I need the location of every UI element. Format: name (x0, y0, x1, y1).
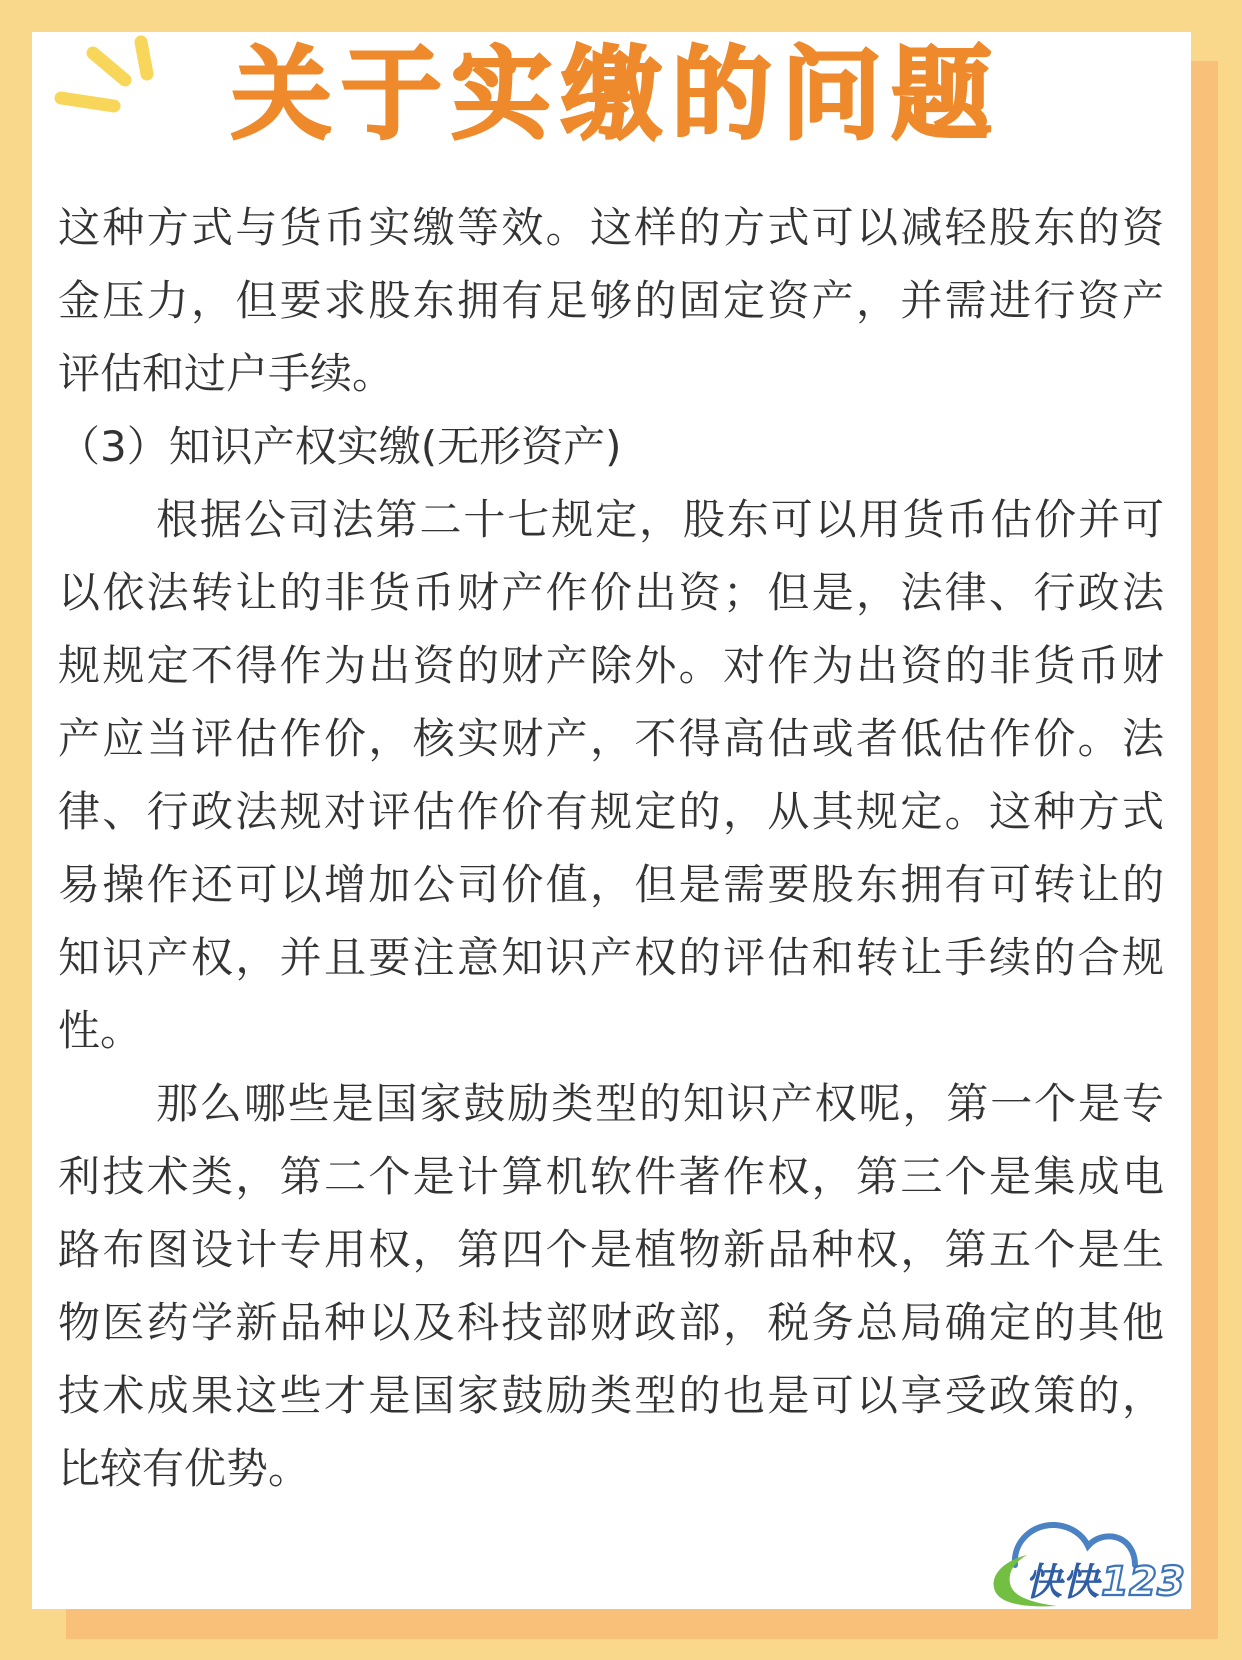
text-line: 路布图设计专用权，第四个是植物新品种权，第五个是生 (58, 1225, 1164, 1274)
paragraph (58, 1067, 1164, 1505)
logo-text-number: 123 (1101, 1559, 1185, 1605)
logo-text-main: 快快 (1025, 1560, 1103, 1604)
text-line: 利技术类，第二个是计算机软件著作权，第三个是集成电 (58, 1152, 1164, 1201)
text-line: 物医药学新品种以及科技部财政部，税务总局确定的其他 (58, 1298, 1164, 1347)
paragraph (58, 483, 1164, 1067)
text-line: 比较有优势。 (58, 1444, 311, 1493)
kuaikuai-logo (985, 1515, 1190, 1610)
section-heading (58, 410, 1164, 483)
text-line: 律、行政法规对评估作价有规定的，从其规定。这种方式 (58, 787, 1164, 836)
text-line: 评估和过户手续。 (58, 349, 395, 398)
page-title: 关于实缴的问题 (231, 36, 1002, 153)
text-line: 知识产权，并且要注意知识产权的评估和转让手续的合规 (58, 933, 1164, 982)
paragraph (58, 191, 1164, 410)
text-line: 根据公司法第二十七规定，股东可以用货币估价并可 (156, 495, 1164, 544)
text-line: 这种方式与货币实缴等效。这样的方式可以减轻股东的资 (58, 203, 1164, 252)
text-line: 易操作还可以增加公司价值，但是需要股东拥有可转让的 (58, 860, 1164, 909)
text-line: 技术成果这些才是国家鼓励类型的也是可以享受政策的， (58, 1371, 1164, 1420)
text-line: 金压力，但要求股东拥有足够的固定资产，并需进行资产 (58, 276, 1164, 325)
article-body (58, 191, 1164, 1505)
text-line: 产应当评估作价，核实财产，不得高估或者低估作价。法 (58, 714, 1164, 763)
section-heading-text: （3）知识产权实缴(无形资产) (58, 422, 622, 471)
text-line: 那么哪些是国家鼓励类型的知识产权呢，第一个是专 (156, 1079, 1164, 1128)
text-line: 规规定不得作为出资的财产除外。对作为出资的非货币财 (58, 641, 1164, 690)
text-line: 性。 (58, 1006, 143, 1055)
text-line: 以依法转让的非货币财产作价出资；但是，法律、行政法 (58, 568, 1164, 617)
